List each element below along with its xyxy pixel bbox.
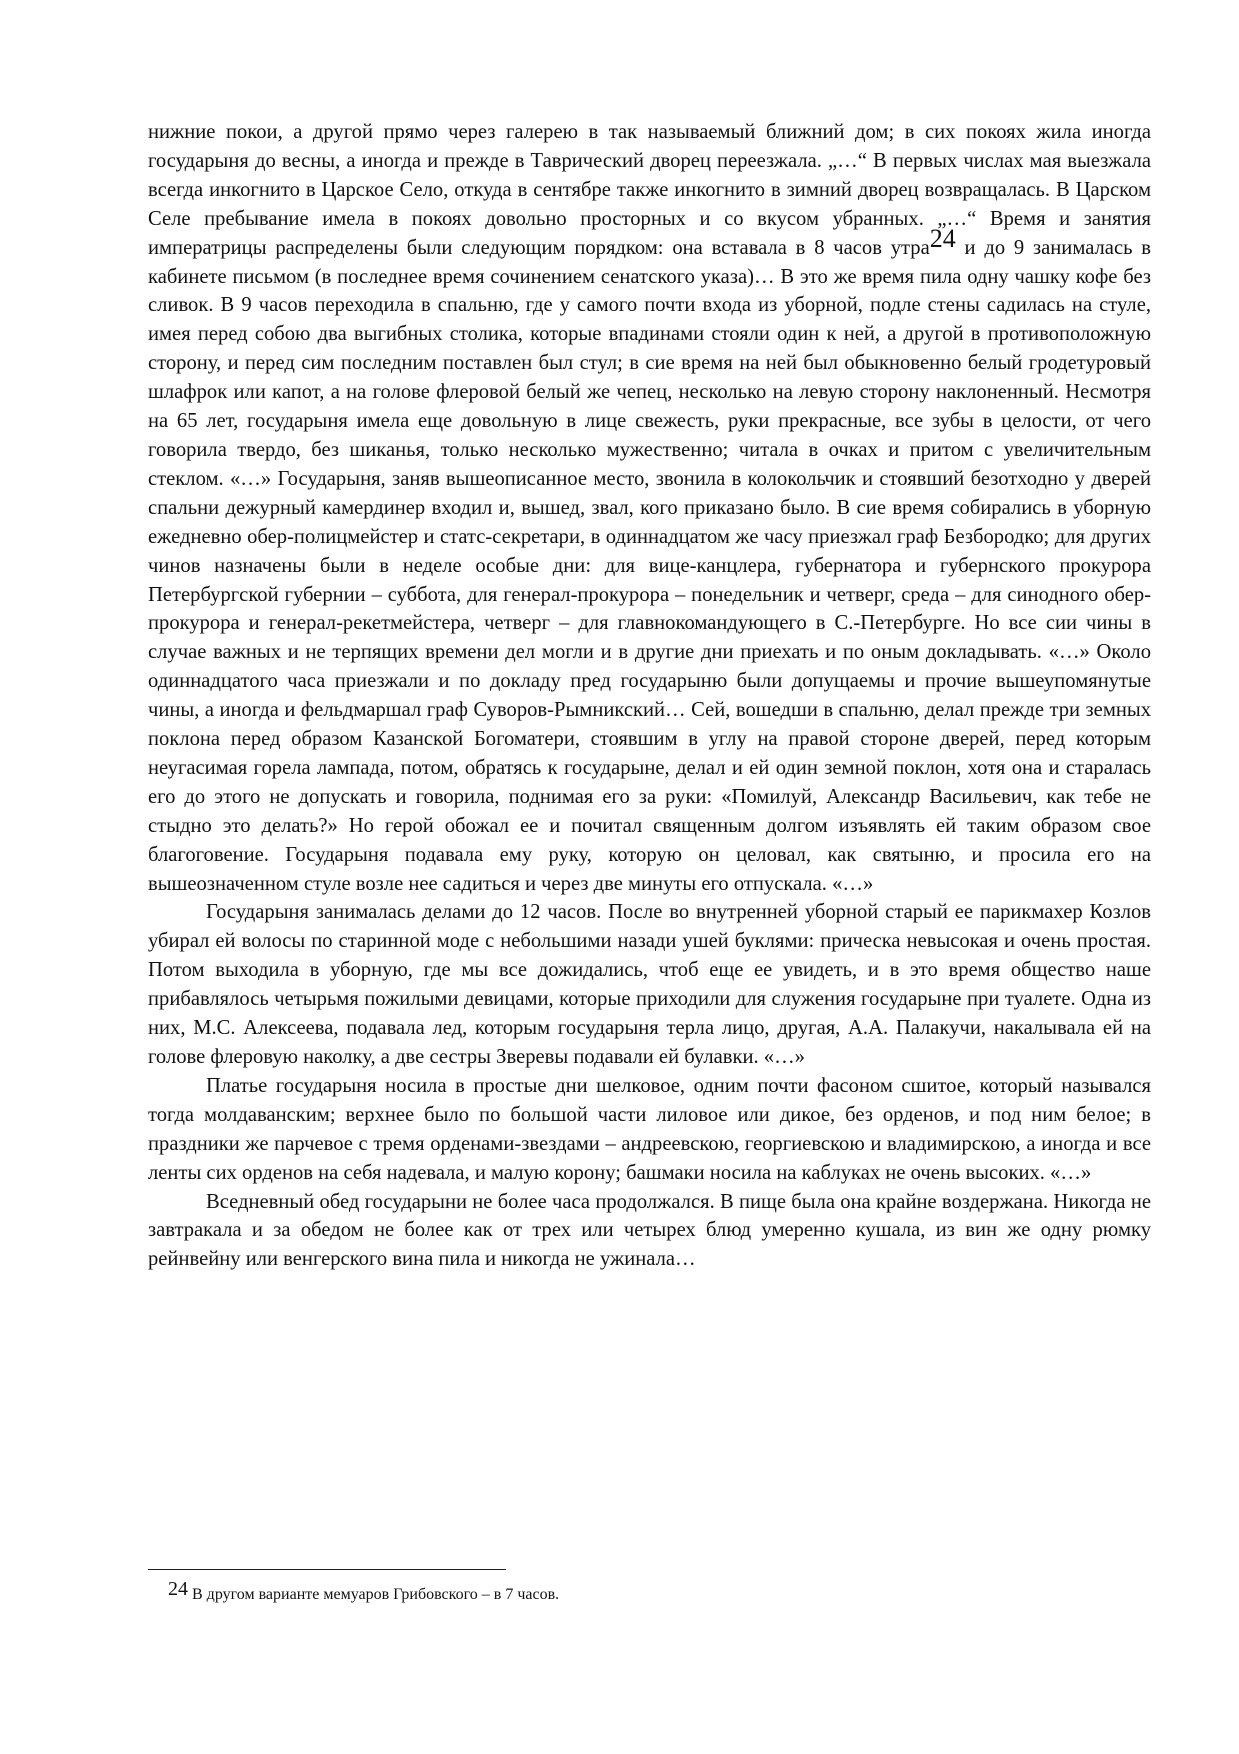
- paragraph-2: Государыня занималась делами до 12 часов. После во внутренней уборной старый ее парикмахер Козлов убирал ей волосы по старинной моде с небольшими назади ушей буклями: прическа невысокая и очень простая. Потом выходила в уборную, где мы все дожидались, чтоб еще ее увидеть, и в это время общество наше прибавлялось четырьмя пожилыми девицами, которые приходили для служения государыне при туалете. Одна из них, М.С. Алексеева, подавала лед, которым государыня терла лицо, другая, А.А. Палакучи, накалывала ей на голове флеровую наколку, а две сестры Зверевы подавали ей булавки. «…»: [148, 901, 1151, 1068]
- paragraph-1-text-after: и до 9 занималась в кабинете письмом (в последнее время сочинением сенатского указа)… В это же время пила одну чашку кофе без сливок. В 9 часов переходила в спальню, где у самого почти входа из уборной, подле стены садилась на стуле, имея перед собою два выгибных столика, которые впадинами стояли один к ней, а другой в противоположную сторону, и перед сим последним поставлен был стул; в сие время на ней был обыкновенно белый гродетуровый шлафрок или капот, а на голове флеровой белый же чепец, несколько на левую сторону наклоненный. Несмотря на 65 лет, государыня имела еще довольную в лице свежесть, руки прекрасные, все зубы в целости, от чего говорила твердо, без шиканья, только несколько мужественно; читала в очках и притом с увеличительным стеклом. «…» Государыня, заняв вышеописанное место, звонила в колокольчик и стоявший безотходно у дверей спальни дежурный камердинер входил и, вышед, звал, кого приказано было. В сие время собирались в уборную ежедневно обер-полицмейстер и статс-секретари, в одиннадцатом же часу приезжал граф Безбородко; для других чинов назначены были в неделе особые дни: для вице-канцлера, губернатора и губернского прокурора Петербургской губернии – суббота, для генерал-прокурора – понедельник и четверг, среда – для синодного обер-прокурора и генерал-рекетмейстера, четверг – для главнокомандующего в С.-Петербурге. Но все сии чины в случае важных и не терпящих времени дел могли и в другие дни приехать и по оным докладывать. «…» Около одиннадцатого часа приезжали и по докладу пред государыню были допущаемы и прочие вышеупомянутые чины, а иногда и фельдмаршал граф Суворов-Рымникский… Сей, вошедши в спальню, делал прежде три земных поклона перед образом Казанской Богоматери, стоявшим в углу на правой стороне дверей, перед которым неугасимая горела лампада, потом, обратясь к государыне, делал и ей один земной поклон, хотя она и старалась его до этого не допускать и говорила, поднимая его за руки: «Помилуй, Александр Васильевич, как тебе не стыдно это делать?» Но герой обожал ее и почитал священным долгом изъявлять ей таким образом свое благоговение. Государыня подавала ему руку, которую он целовал, как святыню, и просила его на вышеозначенном стуле возле нее садиться и через две минуты его отпускала. «…»: [148, 236, 1151, 895]
- footnote: [168, 1578, 1068, 1605]
- paragraph-3: Платье государыня носила в простые дни шелковое, одним почти фасоном сшитое, который назывался тогда молдаванским; верхнее было по большой части лиловое или дикое, без орденов, и под ним белое; в праздники же парчевое с тремя орденами-звездами – андреевскою, георгиевскою и владимирскою, а иногда и все ленты сих орденов на себя надевала, и малую корону; башмаки носила на каблуках не очень высоких. «…»: [148, 1074, 1151, 1184]
- paragraph-1-text-before: нижние покои, а другой прямо через галерею в так называемый ближний дом; в сих покоях жила иногда государыня до весны, а иногда и прежде в Таврический дворец переезжала. „…“ В первых числах мая выезжала всегда инкогнито в Царское Село, откуда в сентябре также инкогнито в зимний дворец возвращалась. В Царском Селе пребывание имела в покоях довольно просторных и со вкусом убранных. „…“ Время и занятия императрицы распределены были следующим порядком: она вставала в 8 часов утра: [148, 121, 1151, 259]
- document-body: [148, 118, 1151, 1274]
- paragraph-4: Вседневный обед государыни не более часа продолжался. В пище была она крайне воздержана. Никогда не завтракала и за обедом не более как от трех или четырех блюд умеренно кушала, из вин же одну рюмку рейнвейну или венгерского вина пила и никогда не ужинала…: [148, 1190, 1151, 1271]
- footnote-text: В другом варианте мемуаров Грибовского – в 7 часов.: [188, 1586, 560, 1603]
- footnote-divider: [148, 1569, 506, 1570]
- footnote-number: 24: [168, 1578, 188, 1600]
- footnote-reference[interactable]: 24: [929, 223, 956, 253]
- paragraph-1: [148, 118, 1151, 898]
